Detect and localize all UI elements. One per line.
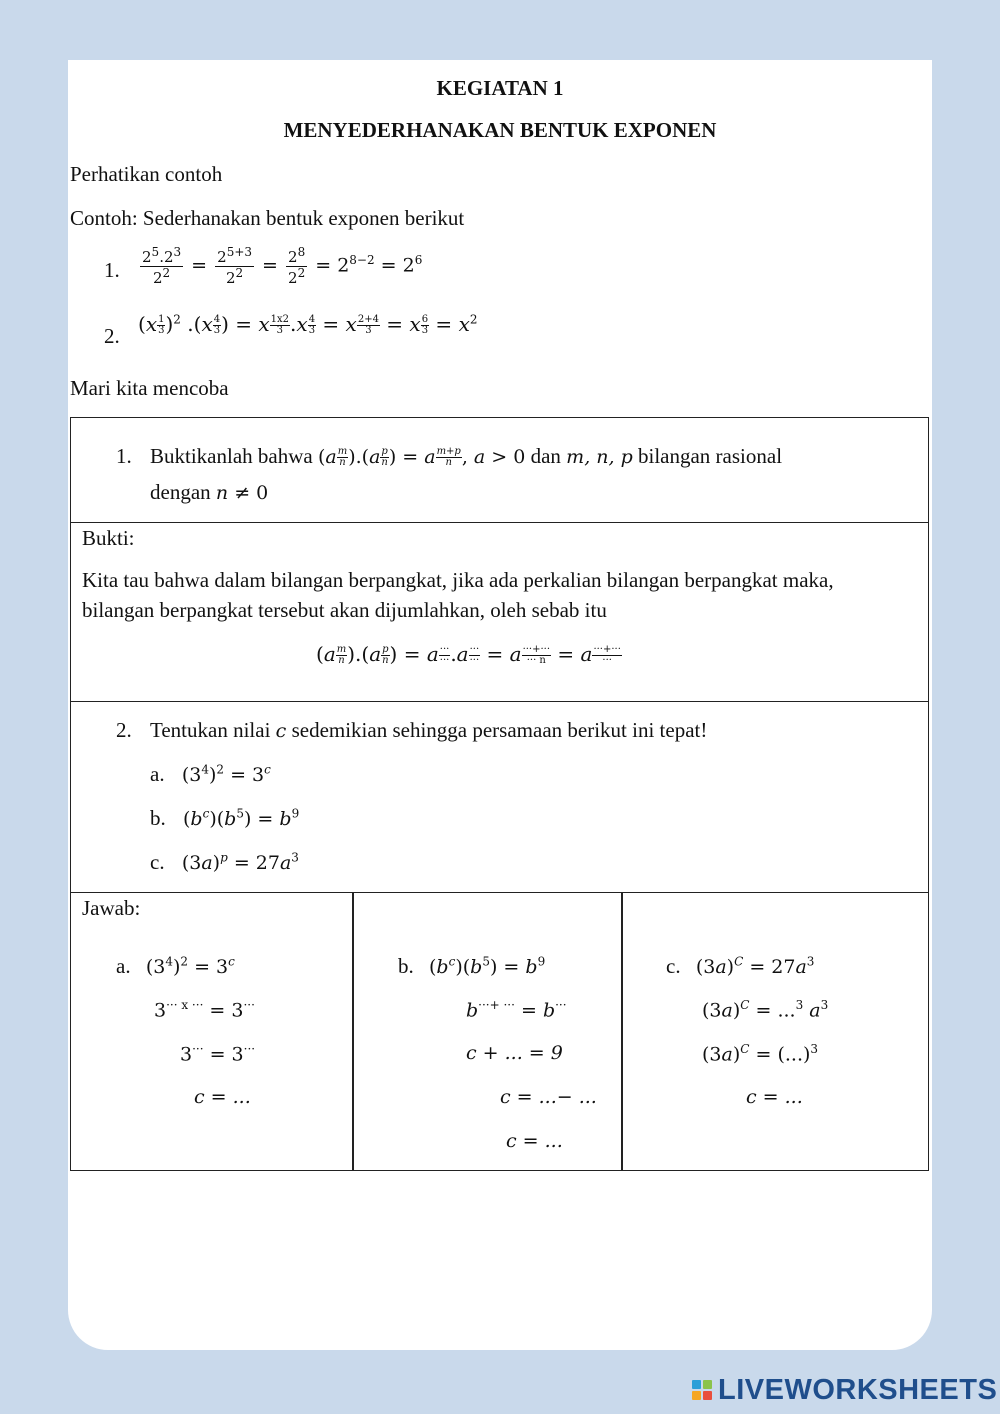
jawab-c-row-2: $(3a)^C = ...^3$ $a^3$ [702,998,829,1022]
intro-contoh: Contoh: Sederhanakan bentuk exponen berikut [70,206,465,230]
jawab-b-row-3[interactable]: c + ... = 9 [466,1042,563,1064]
jawab-b-row-2: b···+ ··· = b··· [466,998,567,1022]
problem-2-number: 2. [116,718,132,742]
worksheet-page [68,60,932,1350]
logo-grid-icon [692,1380,712,1400]
logo-text: LIVEWORKSHEETS [718,1373,998,1406]
page-subtitle: MENYEDERHANAKAN BENTUK EXPONEN [283,118,717,142]
jawab-b-row-5[interactable]: c = ... [506,1130,563,1152]
jawab-b-label: b. [398,954,414,978]
problem-1-box [70,417,929,523]
jawab-box [70,892,929,1171]
jawab-a-row-4[interactable]: c = ... [194,1086,251,1108]
problem-1-dengan: dengan [150,480,211,504]
jawab-b-row-1: b. $(b^c)(b^5) = b^9$ [398,954,546,978]
problem-1-tail: bilangan rasional [638,444,783,468]
example-1-formula: $\frac{2^5.2^3}{2^2}$ = $\frac{2^{5+3}}{2^2}$ = $\frac{2^8}{2^2}$ = $2^{8-2} = 2^6$ [142,245,423,287]
problem-1-vars: m, n, p [566,446,633,468]
problem-2-var: c [275,720,287,742]
problem-1-statement: Buktikanlah bahwa (a $\frac{m}{n}$ ).(a $\frac{p}{n}$ ) = a $\frac{m+p}{n}$ , a > 0 dan m, n, p bilangan rasional [150,444,783,468]
example-2-formula: (x $\frac{1}{3}$ )$^2$ .(x $\frac{4}{3}$ ) = x $\frac{1x2}{3}$ .x $\frac{4}{3}$ = x $\frac{2+4}{3}$ = x $\frac{6}{3}$ = $x^2$ [138,312,478,336]
page-title: KEGIATAN 1 [436,76,564,100]
item-a-label: a. [150,762,165,786]
example-2-number: 2. [104,324,120,348]
problem-2-item-b: b. $(b^c)(b^5) = b^9$ [150,806,300,830]
jawab-c-label: c. [666,954,681,978]
item-b-label: b. [150,806,166,830]
jawab-c-row-1: c. $(3a)^C = 27a^3$ [666,954,815,978]
problem-2-item-a: a. $(3^4)^2 = 3^c$ [150,762,271,786]
jawab-a-row-3: 3··· = 3··· [180,1042,256,1066]
jawab-b-row-4[interactable]: c = ...− ... [500,1086,597,1108]
problem-1-line2: dengan n ≠ 0 [150,480,269,504]
jawab-a-row-1: a. $(3^4)^2 = 3^c$ [116,954,235,978]
jawab-label: Jawab: [82,896,141,920]
jawab-a-label: a. [116,954,131,978]
bukti-label: Bukti: [82,526,135,550]
liveworksheets-logo[interactable] [692,1374,997,1406]
jawab-divider-1 [352,892,354,1171]
problem-2-item-c: c. $(3a)^p = 27a^3$ [150,850,299,874]
jawab-c-row-4[interactable]: c = ... [746,1086,803,1108]
problem-2-tail: sedemikian sehingga persamaan berikut ini tepat! [291,718,708,742]
intro-perhatikan: Perhatikan contoh [70,162,223,186]
example-1-number: 1. [104,258,120,282]
problem-1-dan: dan [530,444,561,468]
bukti-text-2: bilangan berpangkat tersebut akan dijumlahkan, oleh sebab itu [82,598,607,622]
jawab-a-row-2: $3^{\cdot\cdot\cdot x \cdot\cdot\cdot} = 3^{\cdot\cdot\cdot}$ [154,998,255,1022]
item-c-label: c. [150,850,165,874]
problem-2-statement [150,718,707,743]
problem-1-lead: Buktikanlah bahwa [150,444,313,468]
jawab-c-row-3: $(3a)^C = (...)^3$ [702,1042,819,1066]
problem-2-lead: Tentukan nilai [150,718,271,742]
intro-mari: Mari kita mencoba [70,376,229,400]
jawab-divider-2 [621,892,623,1171]
problem-1-number: 1. [116,444,132,468]
bukti-formula: (a $\frac{m}{n}$ ).(a $\frac{p}{n}$ ) = a ··· ··· .a ··· ··· = a ···+··· ··· n = a ···+··· ··· [316,642,621,666]
bukti-text-1: Kita tau bahwa dalam bilangan berpangkat, jika ada perkalian bilangan berpangkat maka, [82,568,834,592]
